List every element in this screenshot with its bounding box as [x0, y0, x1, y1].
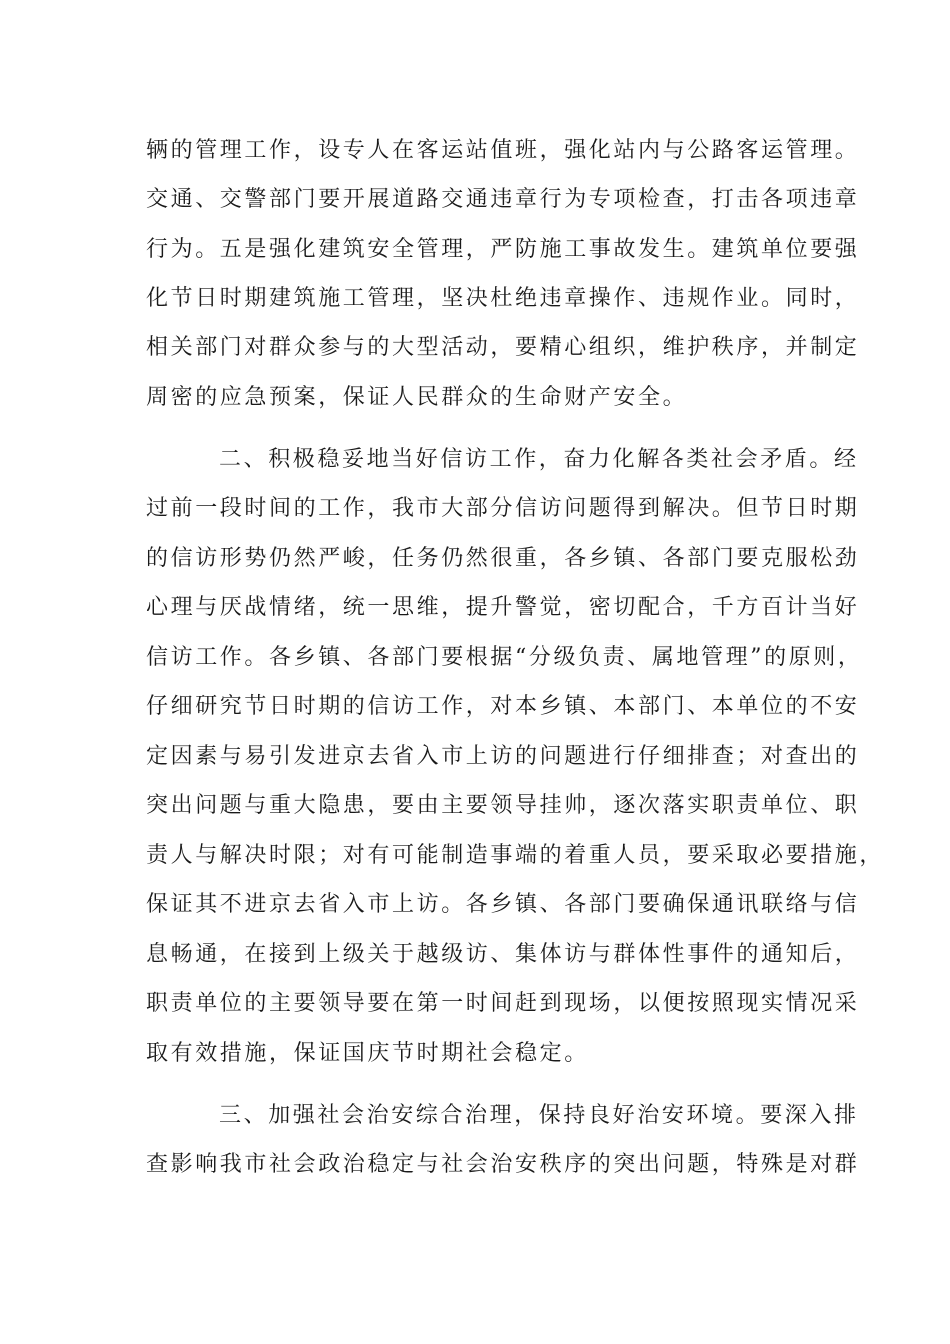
text-line: 心理与厌战情绪，统一思维，提升警觉，密切配合，千方百计当好 [146, 595, 860, 620]
section-heading-line: 三、加强社会治安综合治理，保持良好治安环境。要深入排 [219, 1103, 859, 1128]
text-line: 信访工作。各乡镇、各部门要根据“分级负责、属地管理”的原则， [146, 645, 863, 670]
text-line: 息畅通，在接到上级关于越级访、集体访与群体性事件的通知后， [146, 942, 860, 967]
text-line: 周密的应急预案，保证人民群众的生命财产安全。 [146, 385, 688, 410]
text-line: 职责单位的主要领导要在第一时间赶到现场，以便按照现实情况采 [146, 991, 860, 1016]
text-line: 突出问题与重大隐患，要由主要领导挂帅，逐次落实职责单位、职 [146, 793, 860, 818]
text-line: 责人与解决时限；对有可能制造事端的着重人员，要采取必要措施， [146, 843, 885, 868]
text-line: 相关部门对群众参与的大型活动，要精心组织，维护秩序，并制定 [146, 335, 860, 360]
text-line: 的信访形势仍然严峻，任务仍然很重，各乡镇、各部门要克服松劲 [146, 546, 860, 571]
text-line: 辆的管理工作，设专人在客运站值班，强化站内与公路客运管理。 [146, 138, 860, 163]
text-line: 化节日时期建筑施工管理，坚决杜绝违章操作、违规作业。同时， [146, 286, 860, 311]
text-line: 取有效措施，保证国庆节时期社会稳定。 [146, 1041, 589, 1066]
text-line: 仔细研究节日时期的信访工作，对本乡镇、本部门、本单位的不安 [146, 694, 860, 719]
text-line: 过前一段时间的工作，我市大部分信访问题得到解决。但节日时期 [146, 496, 860, 521]
text-line: 行为。五是强化建筑安全管理，严防施工事故发生。建筑单位要强 [146, 237, 860, 262]
text-line: 交通、交警部门要开展道路交通违章行为专项检查，打击各项违章 [146, 187, 860, 212]
text-line: 保证其不进京去省入市上访。各乡镇、各部门要确保通讯联络与信 [146, 892, 860, 917]
text-line: 查影响我市社会政治稳定与社会治安秩序的突出问题，特殊是对群 [146, 1152, 860, 1177]
section-heading-line: 二、积极稳妥地当好信访工作，奋力化解各类社会矛盾。经 [219, 447, 859, 472]
text-line: 定因素与易引发进京去省入市上访的问题进行仔细排查；对查出的 [146, 744, 860, 769]
